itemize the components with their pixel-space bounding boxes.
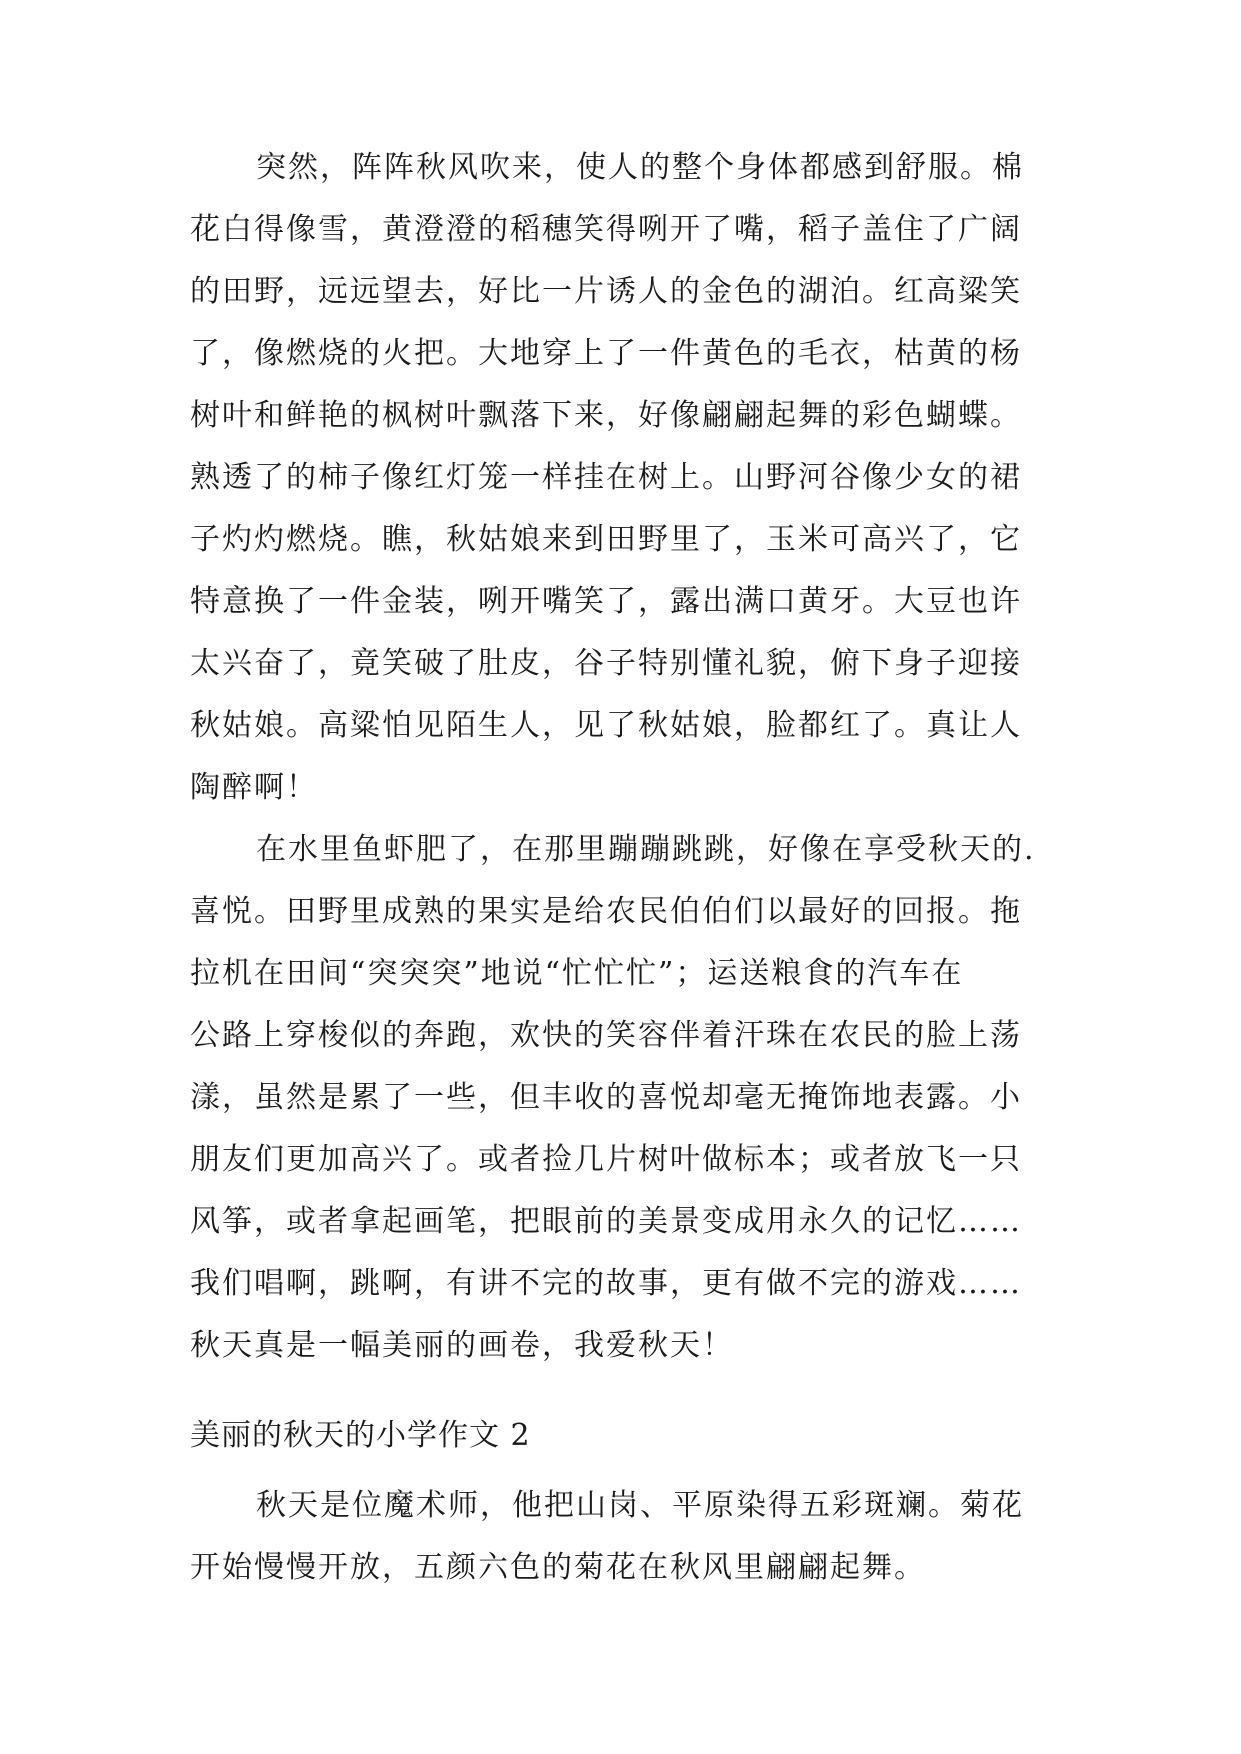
- text-line: 秋天真是一幅美丽的画卷，我爱秋天！: [190, 1328, 734, 1363]
- text-line: 我们唱啊，跳啊，有讲不完的故事，更有做不完的游戏……: [190, 1266, 1022, 1301]
- text-line: 风筝，或者拿起画笔，把眼前的美景变成用永久的记忆……: [190, 1204, 1022, 1239]
- text-line: 树叶和鲜艳的枫树叶飘落下来，好像翩翩起舞的彩色蝴蝶。: [190, 398, 1022, 433]
- text-line: 熟透了的柿子像红灯笼一样挂在树上。山野河谷像少女的裙: [190, 460, 1022, 495]
- text-line: 开始慢慢开放，五颜六色的菊花在秋风里翩翩起舞。: [190, 1550, 926, 1585]
- text-line: 秋天是位魔术师，他把山岗、平原染得五彩斑斓。菊花: [256, 1488, 1024, 1523]
- text-line: 喜悦。田野里成熟的果实是给农民伯伯们以最好的回报。拖: [190, 894, 1022, 929]
- text-line: 陶醉啊！: [190, 770, 318, 805]
- text-line: 秋姑娘。高粱怕见陌生人，见了秋姑娘，脸都红了。真让人: [190, 708, 1022, 743]
- text-line: 太兴奋了，竟笑破了肚皮，谷子特别懂礼貌，俯下身子迎接: [190, 646, 1022, 681]
- text-line: 朋友们更加高兴了。或者捡几片树叶做标本；或者放飞一只: [190, 1142, 1022, 1177]
- section-heading: 美丽的秋天的小学作文 2: [190, 1418, 531, 1453]
- text-line: 花白得像雪，黄澄澄的稻穗笑得咧开了嘴，稻子盖住了广阔: [190, 212, 1022, 247]
- text-line: 突然，阵阵秋风吹来，使人的整个身体都感到舒服。棉: [256, 150, 1024, 185]
- text-line: 的田野，远远望去，好比一片诱人的金色的湖泊。红高粱笑: [190, 274, 1022, 309]
- text-line: 在水里鱼虾肥了，在那里蹦蹦跳跳，好像在享受秋天的.: [256, 832, 1036, 867]
- text-line: 漾，虽然是累了一些，但丰收的喜悦却毫无掩饰地表露。小: [190, 1080, 1022, 1115]
- text-line: 拉机在田间“突突突”地说“忙忙忙”；运送粮食的汽车在: [190, 956, 964, 991]
- text-line: 了，像燃烧的火把。大地穿上了一件黄色的毛衣，枯黄的杨: [190, 336, 1022, 371]
- text-line: 公路上穿梭似的奔跑，欢快的笑容伴着汗珠在农民的脸上荡: [190, 1018, 1022, 1053]
- text-line: 子灼灼燃烧。瞧，秋姑娘来到田野里了，玉米可高兴了，它: [190, 522, 1022, 557]
- text-line: 特意换了一件金装，咧开嘴笑了，露出满口黄牙。大豆也许: [190, 584, 1022, 619]
